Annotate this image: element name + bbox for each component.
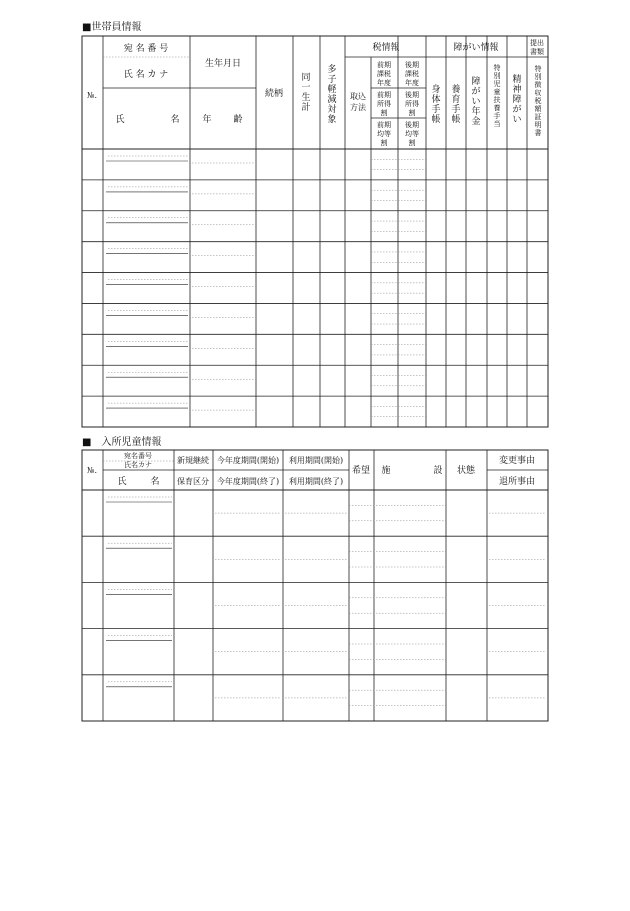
special-collection-certificate-header: 額	[534, 105, 542, 113]
documents-header: 書類	[530, 48, 544, 56]
change-reason-header: 変更事由	[498, 456, 536, 466]
mental-disability-header: 神	[512, 85, 522, 95]
preference-header: 希望	[351, 466, 371, 476]
second-income-header: 割	[408, 109, 416, 117]
new-continue-header: 新規継続	[177, 456, 209, 465]
special-child-allowance-header: 別	[493, 72, 501, 80]
care-category-header: 保育区分	[177, 477, 209, 486]
facility-header: 設	[433, 466, 443, 476]
special-child-allowance-header: 扶	[493, 96, 501, 104]
name-header: 氏	[115, 115, 125, 125]
section2-title: ■ 入所児童情報	[82, 437, 162, 448]
second-tax-year-header: 後期	[405, 61, 419, 69]
disability-pension-header: が	[471, 87, 481, 97]
special-child-allowance-header: 養	[493, 104, 501, 112]
same-household-header: 同	[301, 73, 311, 83]
mental-disability-header: 障	[512, 95, 522, 105]
no-header: №.	[86, 91, 98, 100]
first-equal-header: 割	[380, 139, 388, 147]
special-collection-certificate-header: 収	[534, 89, 542, 97]
multi-child-header: 象	[327, 115, 337, 125]
special-child-allowance-header: 当	[493, 120, 501, 128]
special-child-allowance-header: 童	[493, 88, 501, 96]
nurture-handbook-header: 育	[451, 95, 461, 105]
physical-handbook-header: 手	[431, 105, 441, 115]
disability-pension-header: い	[471, 97, 481, 107]
relationship-header: 続柄	[264, 89, 284, 99]
multi-child-header: 多	[327, 65, 337, 75]
import-method-header: 方法	[350, 103, 366, 112]
first-income-header: 前期	[377, 91, 391, 99]
special-child-allowance-header: 児	[493, 80, 501, 88]
second-income-header: 後期	[405, 91, 419, 99]
first-income-header: 割	[380, 109, 388, 117]
physical-handbook-header: 体	[431, 95, 441, 105]
special-collection-certificate-header: 証	[534, 113, 542, 121]
first-tax-year-header: 前期	[377, 61, 391, 69]
multi-child-header: 対	[327, 105, 337, 115]
section1-title: ■世帯員情報	[82, 22, 142, 33]
same-household-header: 生	[301, 93, 311, 103]
disability-info-header: 障がい情報	[453, 43, 499, 53]
special-collection-certificate-header: 税	[534, 97, 542, 105]
import-method-header: 取込	[350, 92, 366, 101]
age-header: 年	[202, 115, 212, 125]
special-collection-certificate-header: 書	[534, 129, 542, 137]
physical-handbook-header: 帳	[431, 115, 441, 125]
fy-end-header: 今年度期間(終了)	[216, 477, 280, 486]
disability-pension-header: 障	[471, 77, 481, 87]
mental-disability-header: い	[512, 115, 522, 125]
special-collection-certificate-header: 徴	[534, 81, 542, 89]
name-header: 名	[170, 115, 180, 125]
age-header: 齢	[233, 115, 243, 125]
facility-header: 施	[381, 466, 391, 476]
multi-child-header: 減	[327, 95, 337, 105]
use-start-header: 利用期間(開始)	[288, 456, 344, 465]
first-equal-header: 均等	[377, 130, 391, 138]
nurture-handbook-header: 帳	[451, 115, 461, 125]
multi-child-header: 軽	[327, 85, 337, 95]
physical-handbook-header: 身	[431, 85, 441, 95]
first-income-header: 所得	[377, 100, 391, 108]
same-household-header: 一	[301, 83, 311, 93]
disability-pension-header: 年	[471, 107, 481, 117]
atena-header: 宛 名 番 号	[123, 44, 169, 54]
mental-disability-header: が	[512, 105, 522, 115]
disability-pension-header: 金	[471, 117, 481, 127]
second-equal-header: 割	[408, 139, 416, 147]
special-child-allowance-header: 手	[493, 112, 501, 120]
second-tax-year-header: 年度	[405, 79, 419, 87]
mental-disability-header: 精	[512, 75, 522, 85]
nurture-handbook-header: 手	[451, 105, 461, 115]
withdrawal-reason-header: 退所事由	[498, 477, 536, 487]
multi-child-header: 子	[327, 75, 337, 85]
status-header: 状態	[456, 466, 476, 476]
kana-header: 氏 名 カ ナ	[123, 70, 169, 80]
name-header: 名	[150, 477, 160, 487]
fy-start-header: 今年度期間(開始)	[216, 456, 280, 465]
name-header: 氏	[117, 477, 127, 487]
use-end-header: 利用期間(終了)	[288, 477, 344, 486]
birth-header: 生年月日	[204, 59, 242, 69]
children-table-frame	[82, 450, 548, 721]
second-tax-year-header: 課税	[405, 70, 419, 78]
documents-header: 提出	[530, 39, 544, 47]
same-household-header: 計	[301, 103, 311, 113]
no-header: №.	[86, 466, 98, 475]
second-income-header: 所得	[405, 100, 419, 108]
special-collection-certificate-header: 特	[534, 65, 542, 73]
special-child-allowance-header: 特	[493, 64, 501, 72]
atena-header: 宛名番号	[124, 452, 152, 460]
nurture-handbook-header: 養	[451, 85, 461, 95]
special-collection-certificate-header: 別	[534, 73, 542, 81]
second-equal-header: 後期	[405, 121, 419, 129]
first-tax-year-header: 課税	[377, 70, 391, 78]
tax-info-header: 税情報	[372, 43, 400, 53]
first-tax-year-header: 年度	[377, 79, 391, 87]
second-equal-header: 均等	[405, 130, 419, 138]
special-collection-certificate-header: 明	[534, 121, 542, 129]
kana-header: 氏名カナ	[124, 461, 152, 469]
first-equal-header: 前期	[377, 121, 391, 129]
